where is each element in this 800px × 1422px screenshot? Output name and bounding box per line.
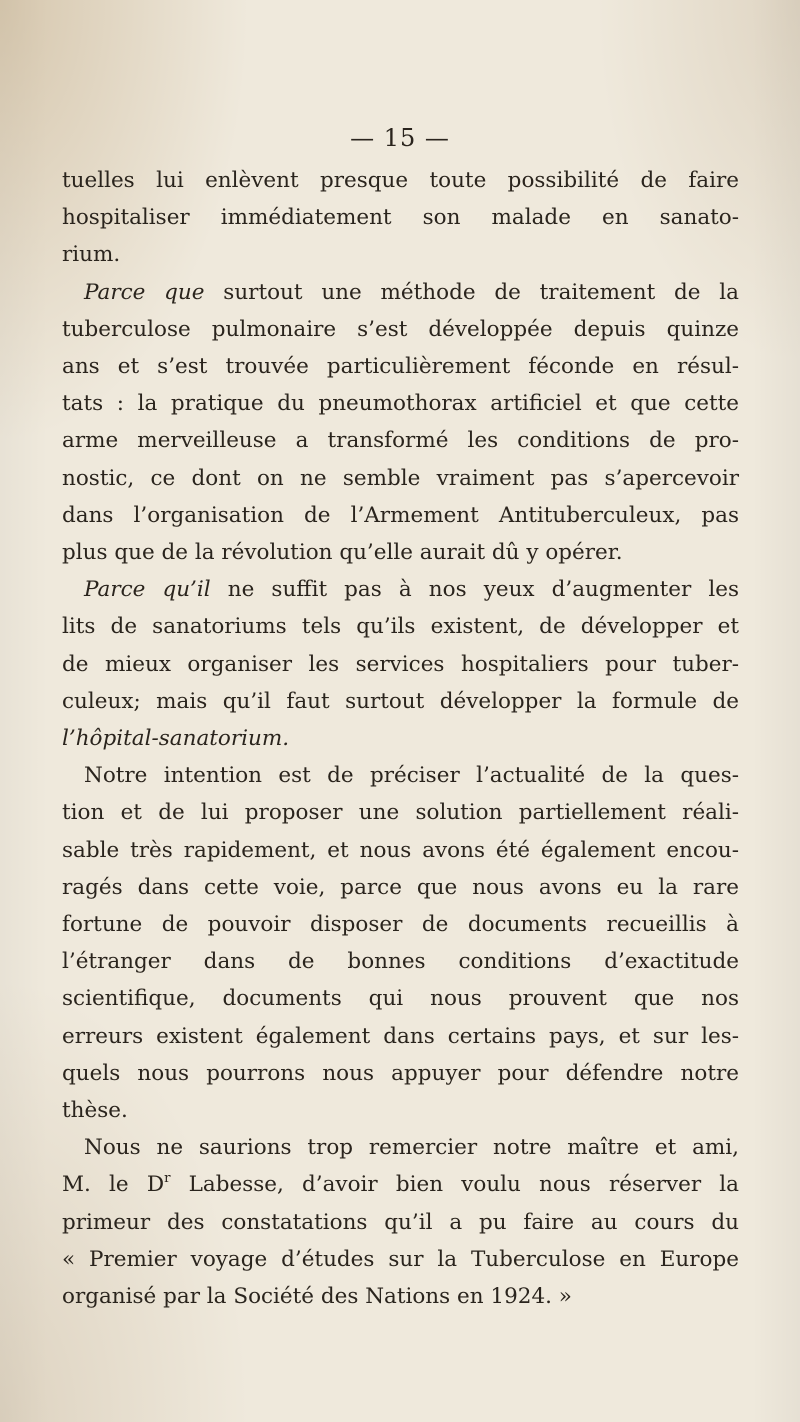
text-line: culeux; mais qu’il faut surtout développer la formule de — [62, 688, 739, 714]
text-line: « Premier voyage d’études sur la Tuberculose en Europe — [62, 1246, 739, 1272]
text-line: tion et de lui proposer une solution partiellement réali- — [62, 800, 739, 826]
text-line: Notre intention est de préciser l’actualité de la ques- — [84, 763, 739, 789]
text-line: dans l’organisation de l’Armement Antituberculeux, pas — [62, 502, 739, 528]
text-fragment: Labesse, d’avoir bien voulu nous réserver la — [170, 1172, 740, 1198]
text-line: arme merveilleuse a transformé les conditions de pro- — [62, 428, 739, 454]
text-line: erreurs existent également dans certains pays, et sur les- — [62, 1023, 739, 1049]
text-line: sable très rapidement, et nous avons été également encou- — [62, 837, 739, 863]
text-line: quels nous pourrons nous appuyer pour défendre notre — [62, 1060, 739, 1086]
text-line — [62, 571, 739, 608]
text-fragment: ne suffit pas à nos yeux d’augmenter les — [210, 577, 739, 603]
text-line: Nous ne saurions trop remercier notre maître et ami, — [84, 1135, 739, 1161]
text-line: rium. — [62, 242, 121, 268]
text-line: tats : la pratique du pneumothorax artificiel et que cette — [62, 391, 739, 417]
text-line: organisé par la Société des Nations en 1924. » — [62, 1284, 572, 1310]
text-line — [62, 1166, 739, 1203]
superscript: r — [164, 1171, 171, 1186]
text-line: tuberculose pulmonaire s’est développée depuis quinze — [62, 316, 739, 342]
emphasis-text: Parce qu’il — [84, 577, 211, 603]
text-line: nostic, ce dont on ne semble vraiment pas s’apercevoir — [62, 465, 739, 491]
text-line: tuelles lui enlèvent presque toute possibilité de faire — [62, 168, 739, 193]
text-line: lits de sanatoriums tels qu’ils existent, de développer et — [62, 614, 739, 640]
body-text — [62, 162, 739, 1315]
text-line: ans et s’est trouvée particulièrement féconde en résul- — [62, 354, 739, 380]
text-line: scientifique, documents qui nous prouvent que nos — [62, 986, 739, 1012]
text-line — [62, 274, 739, 311]
page-number: — 15 — — [350, 124, 450, 152]
text-line: ragés dans cette voie, parce que nous avons eu la rare — [62, 874, 739, 900]
text-line: plus que de la révolution qu’elle aurait dû y opérer. — [62, 540, 623, 566]
text-fragment: surtout une méthode de traitement de la — [204, 279, 739, 305]
text-line: thèse. — [62, 1098, 128, 1124]
emphasis-text: Parce que — [84, 279, 205, 305]
text-fragment: M. le D — [62, 1172, 165, 1198]
text-line: de mieux organiser les services hospitaliers pour tuber- — [62, 651, 739, 677]
text-line: l’hôpital-sanatorium. — [62, 726, 290, 752]
text-line: primeur des constatations qu’il a pu faire au cours du — [62, 1209, 739, 1235]
text-line: l’étranger dans de bonnes conditions d’exactitude — [62, 949, 739, 975]
text-line: hospitaliser immédiatement son malade en sanato- — [62, 205, 739, 231]
text-line: fortune de pouvoir disposer de documents recueillis à — [62, 912, 739, 938]
